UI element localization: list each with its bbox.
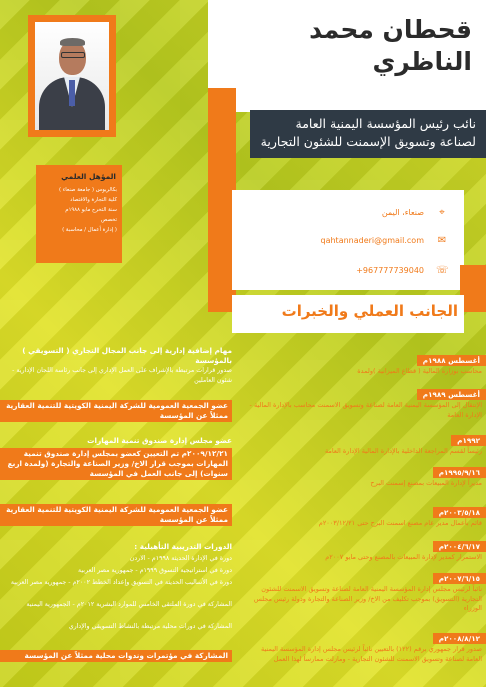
job-title-line-2: لصناعة وتسويق الإسمنت للشئون التجارية bbox=[260, 134, 476, 149]
list-item bbox=[0, 400, 232, 422]
job-title-panel bbox=[250, 110, 486, 158]
phone-icon: ☏ bbox=[436, 264, 449, 276]
item-body: دورة في الأساليب الحديثة في التسويق وإعداد الخطط ٢٠٠٢م - جمهورية مصر العربية bbox=[10, 579, 232, 586]
education-details bbox=[39, 185, 117, 235]
timeline-entry bbox=[244, 566, 486, 614]
map-pin-icon: ⌖ bbox=[439, 206, 445, 218]
timeline-entry bbox=[244, 382, 486, 420]
list-item bbox=[0, 448, 232, 480]
entry-date: ١٩٩٢م bbox=[451, 435, 486, 446]
list-item bbox=[0, 578, 232, 588]
entry-date: أغسطس ١٩٨٩م bbox=[417, 389, 486, 400]
education-heading: المؤهل العلمي bbox=[61, 172, 116, 181]
entry-text: رئيساً لقسم المراجعة الداخلية بالإدارة المالية الإدارة العامة bbox=[324, 447, 482, 455]
entry-date: ٢٠٠٧/٦/١٥م bbox=[433, 573, 486, 584]
job-title bbox=[256, 115, 476, 151]
education-line: سنة التخرج مايو ١٩٨٨م bbox=[65, 207, 117, 213]
education-line: تخصص bbox=[101, 217, 117, 223]
item-body: المشاركة في دورة الملتقى الخامس للموارد البشرية ٢٠١٢م - الجمهورية اليمنية bbox=[26, 601, 232, 608]
education-panel bbox=[36, 165, 122, 263]
list-item bbox=[0, 436, 232, 446]
phone-link[interactable]: +967777739040 bbox=[356, 265, 424, 275]
entry-date: ١٩٩٥/٩/١٦م bbox=[433, 467, 486, 478]
list-item bbox=[0, 566, 232, 576]
item-heading: ٢٠٠٩/١٢/٢١م تم التعيين كعضو بمجلس إدارة صندوق تنمية المهارات بموجب قرار الاخ/ وزير الصناعة والتجارة (ولمدة اربع سنوات) إلى جانب العمل في المؤسسة bbox=[0, 448, 232, 480]
location-text: صنعاء، اليمن bbox=[381, 207, 424, 217]
entry-date: ٢٠٠٤/٦/١٧م bbox=[433, 541, 486, 552]
entry-date: ٢٠٠٣/٥/١٨م bbox=[433, 507, 486, 518]
entry-text: نائباً لرئيس مجلس إدارة المؤسسة اليمنية العامة لصناعة وتسويق الاسمنت للشئون التجارية (التسويق) بموجب تكليف من الاخ/ وزير الصناعة والتجارة ودولة رئيس مجلس الوزراء bbox=[253, 585, 482, 613]
timeline-entry bbox=[244, 534, 486, 563]
name-line-2: الناظري bbox=[372, 47, 472, 76]
envelope-icon: ✉ bbox=[437, 234, 447, 246]
entry-text: صدور قرار جمهوري برقم (١٢٢) بالتعيين نائباً لرئيس مجلس إدارة المؤسسة اليمنية العامة لصناعة وتسويق الاسمنت للشئون التجارية - ومازلت ممارساً لهذا العمل bbox=[261, 645, 482, 663]
item-body: دورة في الإدارة الحديثة ١٩٩٨م - الاردن bbox=[129, 555, 232, 562]
contact-phone[interactable] bbox=[238, 262, 448, 278]
email-link[interactable]: qahtannaderi@gmail.com bbox=[320, 235, 424, 245]
timeline-entry bbox=[244, 500, 486, 529]
list-item bbox=[0, 346, 232, 386]
name-panel bbox=[208, 0, 486, 112]
list-item bbox=[0, 622, 232, 632]
name-line-1: قحطان محمد bbox=[309, 15, 472, 44]
item-body: صدور قرارات مرتبطة بالإشراف على العمل الإداري إلى جانب رئاسة اللجان الإدارية - شئون العاملين bbox=[12, 367, 232, 384]
timeline-entry bbox=[244, 348, 486, 377]
list-item bbox=[0, 650, 232, 662]
item-body: المشاركة في دورات محلية مرتبطة بالنشاط التسويقي والإداري bbox=[68, 623, 232, 630]
entry-text: قائم بأعمال مدير عام مصنع اسمنت البرح حتى ٢٠٠٣/١٢/٢١م bbox=[318, 519, 482, 527]
list-item bbox=[0, 554, 232, 564]
item-heading: عضو مجلس إدارة صندوق تنمية المهارات bbox=[87, 436, 232, 445]
profile-photo bbox=[35, 22, 109, 130]
experience-header bbox=[232, 295, 464, 333]
job-title-line-1: نائب رئيس المؤسسة اليمنية العامة bbox=[295, 116, 476, 131]
section-title: الجانب العملي والخبرات bbox=[281, 302, 458, 320]
item-heading: مهام إضافية إدارية إلى جانب المجال التجاري ( التسويقي ) بالمؤسسة bbox=[22, 346, 232, 365]
item-heading: الدورات التدريبية التأهيلية : bbox=[134, 542, 232, 551]
contact-panel bbox=[232, 190, 464, 290]
timeline-entry bbox=[244, 428, 486, 457]
education-line: كلية التجارة والاقتصاد bbox=[70, 197, 117, 203]
list-item bbox=[0, 542, 232, 552]
item-heading: عضو الجمعية العمومية للشركة اليمنية الكويتية للتنمية العقارية ممثلاً عن المؤسسة bbox=[0, 504, 232, 526]
entry-date: ٢٠٠٨/٨/١٢م bbox=[433, 633, 486, 644]
education-line: بكالريوس ( جامعة صنعاء ) bbox=[59, 187, 117, 193]
item-body: دورة في استراتيجية التسوق ١٩٩٩م - جمهورية مصر العربية bbox=[77, 567, 232, 574]
item-heading: المشاركة في مؤتمرات وندوات محلية ممثلاً عن المؤسسة bbox=[0, 650, 232, 662]
entry-date: أغسطس ١٩٨٨م bbox=[417, 355, 486, 366]
entry-text: الإنتقال إلى المؤسسة اليمنية العامة لصناعة وتسويق الاسمنت محاسب بالإدارة المالية - الإدارة العامة bbox=[249, 401, 482, 419]
timeline-entry bbox=[244, 626, 486, 664]
entry-text: محاسب بوزارة المالية ( قطاع الميزانية )ولمدة bbox=[357, 367, 482, 375]
list-item bbox=[0, 600, 232, 610]
list-item bbox=[0, 504, 232, 526]
contact-location bbox=[238, 204, 448, 220]
person-name bbox=[222, 14, 472, 78]
item-heading: عضو الجمعية العمومية للشركة اليمنية الكويتية للتنمية العقارية ممثلاً عن المؤسسة bbox=[0, 400, 232, 422]
timeline-entry bbox=[244, 460, 486, 489]
entry-text: الاستمرار كمدير لإدارة المبيعات بالمصنع وحتى مايو ٢٠٠٧م bbox=[325, 553, 482, 561]
entry-text: مديراً لإدارة المبيعات بمصنع إسمنت البرح bbox=[370, 479, 482, 487]
contact-email[interactable] bbox=[238, 232, 448, 248]
education-line: ( إدارة أعمال / محاسبة ) bbox=[62, 227, 117, 233]
